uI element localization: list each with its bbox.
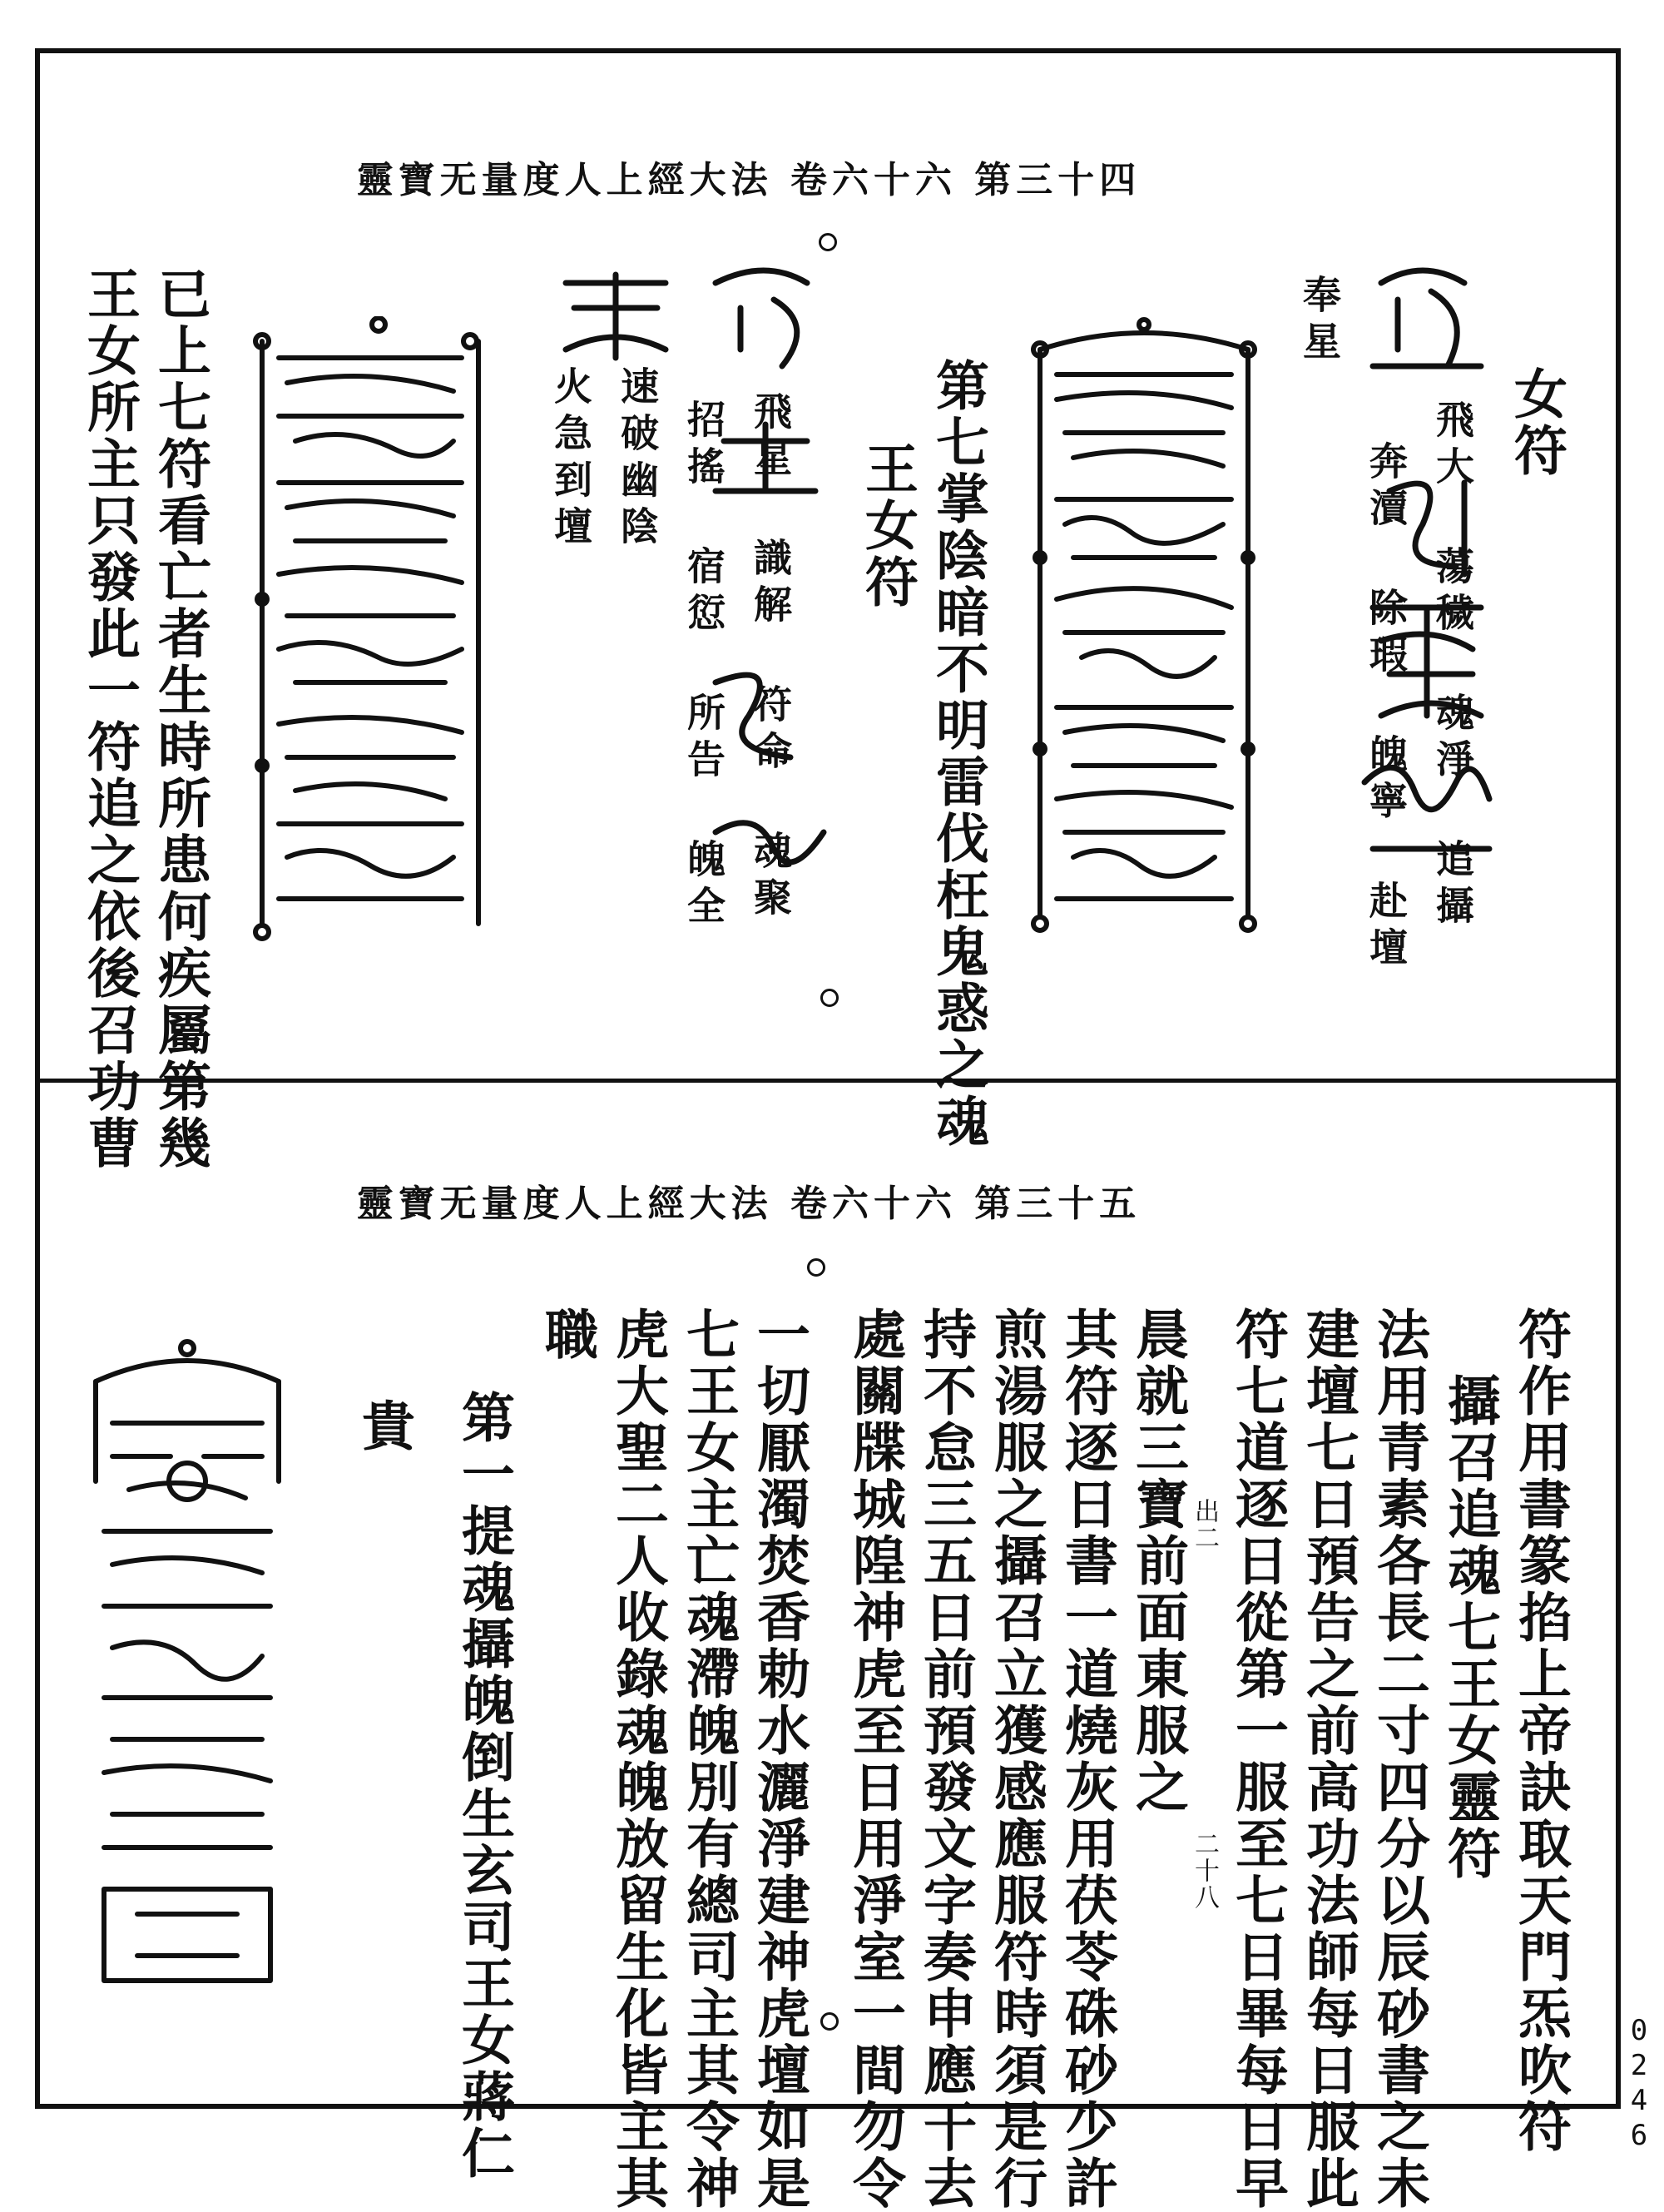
incantation-row-1: 飛大 蕩穢 魂淨 追攝 bbox=[1430, 399, 1475, 932]
binding-hole-icon bbox=[819, 233, 837, 251]
seal-glyph-small bbox=[549, 258, 682, 374]
incantation-small: 奉星 bbox=[1297, 275, 1342, 368]
middle-row-2: 招搖 宿愆 所告 魄全 bbox=[681, 399, 726, 932]
incantation-row-2: 奔瀆 除瑕 魄寧 赴壇 bbox=[1364, 441, 1409, 974]
first-talisman-name: 貴 bbox=[353, 1398, 415, 1455]
talisman-title: 女符 bbox=[1505, 366, 1567, 479]
binding-hole-icon bbox=[820, 2012, 839, 2031]
text-column: 法用青素各長二寸四分以辰砂書之未 bbox=[1368, 1307, 1430, 2212]
middle-row-4: 火急到壇 bbox=[548, 366, 593, 553]
text-column: 職 bbox=[536, 1307, 598, 1363]
top-page-header: 靈寶无量度人上經大法 卷六十六 第三十四 bbox=[356, 159, 1142, 201]
seventh-talisman-name: 王女符 bbox=[856, 441, 919, 611]
text-column: 建壇七日預告之前高功法師每日服此 bbox=[1297, 1307, 1359, 2212]
talisman-strip-right bbox=[1023, 316, 1265, 949]
text-column: 持不怠三五日前預發文字奏申應干去 bbox=[914, 1307, 977, 2212]
bottom-page-header: 靈寶无量度人上經大法 卷六十六 第三十五 bbox=[356, 1183, 1142, 1225]
middle-row-1: 飛星 識解 符命 魂聚 bbox=[748, 391, 793, 924]
page-number: 0246 bbox=[1622, 2014, 1656, 2154]
binding-hole-icon bbox=[807, 1258, 825, 1277]
top-left-text-1: 已上七符看亡者生時所患何疾屬第幾 bbox=[149, 266, 211, 1172]
text-column: 虎大聖二人收錄魂魄放留生化皆主其 bbox=[607, 1307, 669, 2212]
top-left-text-2: 王女所主只發此一符追之依後召功曹 bbox=[78, 266, 141, 1172]
text-column: 煎湯服之攝召立獲感應服符時須是行 bbox=[985, 1307, 1047, 2212]
first-talisman-title: 第一提魂攝魄倒生玄司王女蔣仁 bbox=[453, 1390, 515, 2182]
talisman-strip-left bbox=[245, 316, 495, 949]
middle-row-3: 速破幽陰 bbox=[615, 366, 660, 553]
marginal-note: 二十八 bbox=[1190, 1831, 1219, 1911]
page-divider bbox=[35, 1079, 1621, 1083]
text-column: 處關牒城隍神虎至日用淨室一間勿令 bbox=[844, 1307, 906, 2212]
binding-hole-icon bbox=[820, 989, 839, 1007]
seventh-talisman-desc: 第七掌陰暗不明雷伐枉鬼惑之魂 bbox=[927, 358, 989, 1150]
talisman-strip-bottom bbox=[79, 1332, 295, 2014]
text-column: 七王女主亡魂滯魄別有總司主其令神 bbox=[677, 1307, 740, 2212]
text-column: 攝召追魂七王女靈符 bbox=[1439, 1373, 1501, 1882]
text-column: 符七道逐日從第一服至七日畢每日早 bbox=[1226, 1307, 1289, 2212]
seal-glyphs-right bbox=[1348, 250, 1506, 915]
text-column: 其符逐日書一道燒灰用茯苓硃砂少許 bbox=[1056, 1307, 1118, 2212]
marginal-note: 出二 bbox=[1190, 1498, 1219, 1551]
text-column: 晨就三寶前面東服之 bbox=[1127, 1307, 1189, 1816]
text-column: 一切厭濁焚香勅水灑淨建神虎壇如是 bbox=[748, 1307, 810, 2212]
text-column: 符作用書篆掐上帝訣取天門炁吹符 bbox=[1509, 1307, 1572, 2155]
